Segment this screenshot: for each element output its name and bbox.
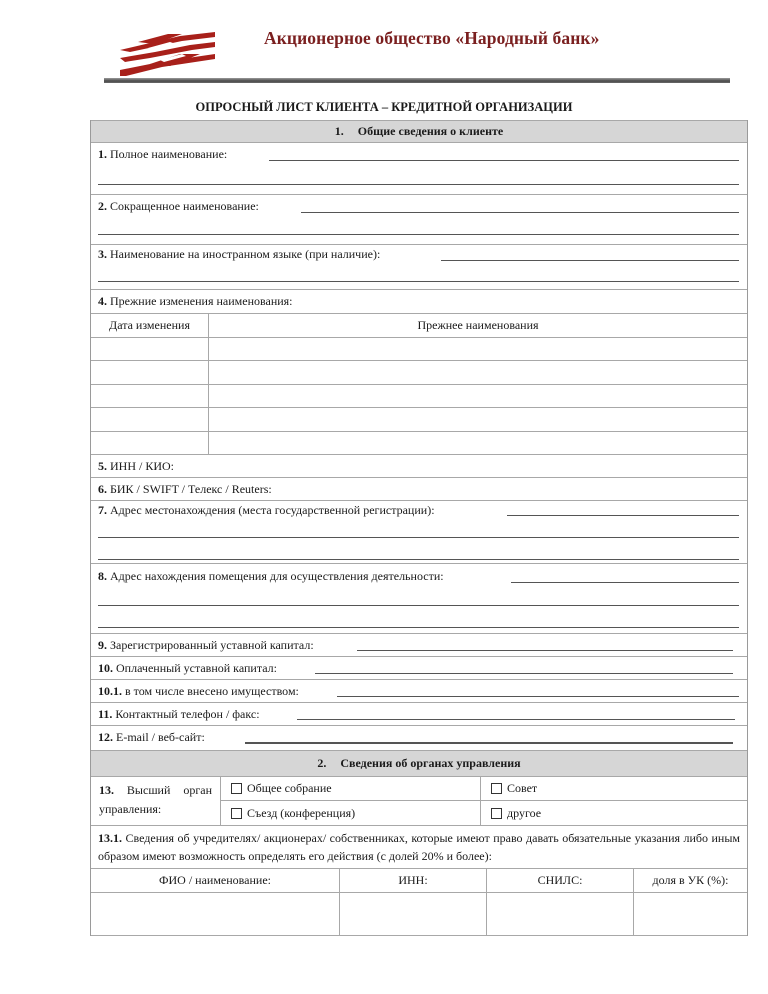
inn-kio-input[interactable] [191, 458, 739, 476]
column-header-inn: ИНН: [340, 869, 487, 893]
office-address-underline-3 [98, 627, 739, 628]
registered-capital-input[interactable] [357, 636, 733, 653]
owner-name-cell[interactable] [91, 893, 340, 936]
option-general-meeting[interactable] [221, 777, 481, 801]
phone-fax-label: 11. Контактный телефон / факс: [98, 707, 264, 722]
governing-body-label: 13. Высший орган управления: [91, 777, 221, 825]
registered-capital-label: 9. Зарегистрированный уставной капитал: [98, 638, 318, 653]
column-header-name: ФИО / наименование: [91, 869, 340, 893]
foreign-name-input[interactable] [441, 246, 739, 263]
field-phone-fax [91, 703, 747, 726]
short-name-label: 2. Сокращенное наименование: [98, 199, 263, 214]
owner-inn-cell[interactable] [340, 893, 487, 936]
field-inn-kio [91, 455, 747, 478]
checkbox-icon[interactable] [231, 783, 242, 794]
previous-name-cell[interactable] [209, 408, 747, 432]
field-full-name [91, 143, 747, 195]
column-header-snils: СНИЛС: [487, 869, 634, 893]
field-property-contribution [91, 680, 747, 703]
previous-name-cell[interactable] [209, 338, 747, 362]
previous-name-cell[interactable] [209, 361, 747, 385]
office-address-input[interactable] [511, 567, 739, 584]
option-label: Совет [507, 781, 538, 795]
column-header-previous-name: Прежнее наименования [209, 314, 747, 338]
legal-address-input[interactable] [507, 501, 739, 518]
field-short-name [91, 195, 747, 245]
change-date-cell[interactable] [91, 338, 209, 362]
page-header [0, 0, 768, 90]
field-bik-swift [91, 478, 747, 501]
owners-table [91, 869, 747, 936]
section-1-header [91, 120, 747, 143]
owners-description [91, 826, 747, 869]
section-title: Общие сведения о клиенте [357, 124, 504, 138]
option-label: Съезд (конференция) [247, 805, 356, 820]
column-header-share: доля в УК (%): [634, 869, 747, 893]
bank-logo-icon [120, 32, 215, 76]
field-foreign-name [91, 245, 747, 290]
section-title: Сведения об органах управления [340, 756, 521, 770]
option-council[interactable] [481, 777, 747, 801]
section-number: 1. [334, 124, 344, 138]
field-registered-capital [91, 634, 747, 657]
owner-share-cell[interactable] [634, 893, 747, 936]
owners-description-text: Сведения об учредителях/ акционерах/ собственниках, которые имеют право давать обязательные указания либо иным образом имеют возможность определять его действия (с долей 20% и более): [98, 831, 741, 863]
previous-name-cell[interactable] [209, 432, 747, 456]
foreign-name-label: 3. Наименование на иностранном языке (при наличие): [98, 247, 384, 262]
full-name-label: 1. Полное наименование: [98, 147, 231, 162]
document-title: ОПРОСНЫЙ ЛИСТ КЛИЕНТА – КРЕДИТНОЙ ОРГАНИЗАЦИИ [195, 100, 573, 114]
name-changes-table [91, 314, 747, 455]
bik-swift-label: 6. БИК / SWIFT / Телекс / Reuters: [98, 482, 276, 497]
property-contribution-label: 10.1. в том числе внесено имуществом: [98, 684, 303, 699]
change-date-cell[interactable] [91, 432, 209, 456]
section-number: 2. [317, 756, 327, 770]
legal-address-underline-3 [98, 559, 739, 560]
email-website-label: 12. E-mail / веб-сайт: [98, 730, 209, 745]
field-name-changes [91, 290, 747, 314]
name-changes-label: 4. Прежние изменения наименования: [98, 294, 297, 309]
bank-name: Акционерное общество «Народный банк» [264, 28, 600, 48]
change-date-cell[interactable] [91, 408, 209, 432]
checkbox-icon[interactable] [231, 808, 242, 819]
bik-swift-input[interactable] [321, 481, 739, 499]
client-questionnaire-form [90, 120, 748, 936]
section-2-header [91, 751, 747, 777]
field-governing-body [91, 777, 747, 826]
field-email-website [91, 726, 747, 751]
legal-address-underline-2 [98, 537, 739, 538]
short-name-underline-2 [98, 234, 739, 235]
legal-address-label: 7. Адрес местонахождения (места государственной регистрации): [98, 503, 439, 518]
field-paid-capital [91, 657, 747, 680]
checkbox-icon[interactable] [491, 783, 502, 794]
full-name-underline-2 [98, 184, 739, 185]
option-other[interactable] [481, 801, 747, 825]
option-label: другое [507, 805, 542, 820]
previous-name-cell[interactable] [209, 385, 747, 409]
owners-number: 13.1. [98, 831, 122, 845]
checkbox-icon[interactable] [491, 808, 502, 819]
change-date-cell[interactable] [91, 385, 209, 409]
option-label: Общее собрание [247, 781, 332, 795]
option-congress[interactable] [221, 801, 481, 825]
office-address-label: 8. Адрес нахождения помещения для осуществления деятельности: [98, 569, 448, 584]
header-divider [104, 78, 730, 83]
field-office-address [91, 564, 747, 634]
email-website-input[interactable] [245, 728, 733, 745]
full-name-input[interactable] [269, 145, 739, 163]
change-date-cell[interactable] [91, 361, 209, 385]
owner-snils-cell[interactable] [487, 893, 634, 936]
phone-fax-input[interactable] [297, 705, 735, 722]
office-address-underline-2 [98, 605, 739, 606]
paid-capital-label: 10. Оплаченный уставной капитал: [98, 661, 281, 676]
property-contribution-input[interactable] [337, 682, 739, 699]
paid-capital-input[interactable] [315, 659, 733, 676]
short-name-input[interactable] [301, 197, 739, 215]
column-header-change-date: Дата изменения [91, 314, 209, 338]
foreign-name-underline-2 [98, 281, 739, 282]
inn-kio-label: 5. ИНН / КИО: [98, 459, 178, 474]
field-legal-address [91, 501, 747, 564]
